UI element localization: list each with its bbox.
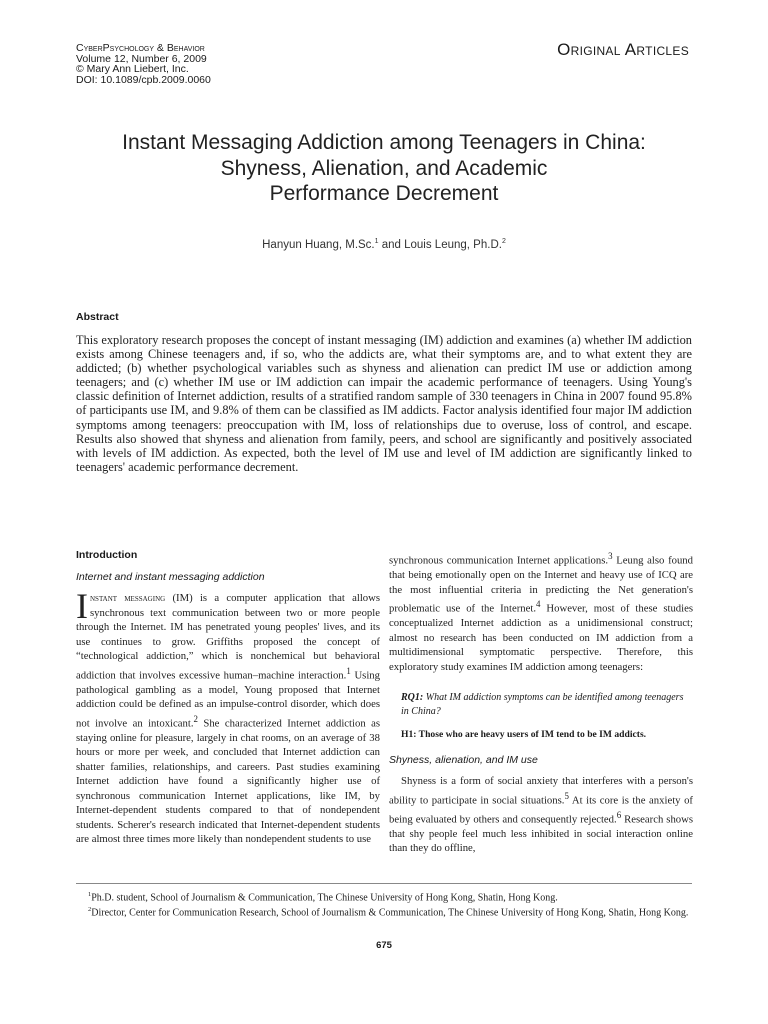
journal-volume: Volume 12, Number 6, 2009 [76, 52, 207, 65]
journal-publisher: © Mary Ann Liebert, Inc. [76, 63, 189, 76]
title-line-3: Performance Decrement [269, 182, 499, 205]
right-column [389, 549, 693, 856]
page-number: 675 [376, 940, 392, 951]
subsection-heading-shyness-alienation: Shyness, alienation, and IM use [389, 754, 538, 767]
footnotes [76, 889, 692, 919]
title-line-1: Instant Messaging Addiction among Teenagers in China: [122, 131, 646, 154]
left-column [76, 549, 380, 847]
abstract-body: This exploratory research proposes the concept of instant messaging (IM) addiction and examines (a) whether IM addiction exists among Chinese teenagers and, if so, who the addicts are, what their symptoms are, and to what extent they are addicted; (b) whether psychological variables such as shyness and alienation can predict IM use or addiction among teenagers; and (c) whether IM use or IM addiction can impair the academic performance of teenagers. Using Young's classic definition of Internet addiction, results of a stratified random sample of 330 teenagers in China in 2007 found 95.8% of participants use IM, and 9.8% of them can be classified as IM addicts. Factor analysis identified four major IM addiction symptoms among teenagers: preoccupation with IM, loss of relationships due to overuse, loss of control, and escape. Results also showed that shyness and alienation from family, peers, and school are significantly and positively associated with levels of IM addiction. As expected, both the level of IM use and level of IM addiction are significantly linked to teenagers' academic performance decrement. [76, 333, 692, 474]
journal-name: CyberPsychology & Behavior [76, 42, 205, 54]
shyness-paragraph: Shyness is a form of social anxiety that interferes with a person's ability to participate in social situations.$^5$ At its core is the anxiety of being evaluated by others and consequently rejected.$^6$ Research shows that shy people feel much less inhibited in social interaction online than they do offline, [389, 775, 694, 855]
section-label: Original Articles [557, 40, 689, 59]
journal-doi: DOI: 10.1089/cpb.2009.0060 [76, 73, 211, 86]
footnote-2: $^2$Director, Center for Communication Research, School of Journalism & Communication, The Chinese University of Hong Kong, Shatin, Hong Kong. [88, 905, 689, 919]
title-line-2: Shyness, Alienation, and Academic [220, 156, 548, 180]
hypothesis-1: H1: Those who are heavy users of IM tend to be IM addicts. [401, 729, 647, 741]
section-heading-introduction: Introduction [76, 549, 138, 561]
abstract-heading: Abstract [76, 311, 119, 323]
author-line: Hanyun Huang, M.Sc.$^1$ and Louis Leung, Ph.D.$^2$ [262, 238, 506, 251]
journal-meta [76, 43, 211, 85]
footnote-1: $^1$Ph.D. student, School of Journalism & Communication, The Chinese University of Hong Kong, Shatin, Hong Kong. [88, 891, 558, 904]
research-question-1: RQ1: What IM addiction symptoms can be identified among teenagers in China? [401, 692, 684, 718]
drop-cap: I [76, 586, 88, 626]
intro-paragraph: Instant messaging (IM) is a computer application that allows synchronous text communication between two or more people through the Internet. IM has penetrated young peoples' lives, and its use continues to grow. Griffiths proposed the concept of “technological addiction,” which is nonchemical but behavioral addiction that involves excessive human–machine interaction.$^1$ Using pathological gambling as a model, Young proposed that Internet addiction could be defined as an impulse-control disorder, which does not involve an intoxicant.$^2$ She characterized Internet addiction as staying online for pleasure, largely in chat rooms, on an average of 38 hours or more per week, and concluded that Internet addiction can shatter families, relationships, and careers. Past studies examining Internet addiction have found a significantly higher use of synchronous communication Internet applications, like IM, by Internet-dependent students compared to that of nondependent students. Scherer's research indicated that Internet-dependent students are almost three times more likely than nondependent students to use [76, 586, 381, 846]
continued-paragraph: synchronous communication Internet applications.$^3$ Leung also found that being emotionally open on the Internet and heavy use of ICQ are the most influential criteria in predicting the Net generation's problematic use of the Internet.$^4$ However, most of these studies conceptualized Internet addiction as a unidimensional construct; almost no research has been conducted on IM addiction from a multidimensional symptomatic perspective. Therefore, this exploratory study examines IM addiction among teenagers: [389, 551, 694, 673]
footnote-divider [76, 883, 692, 884]
subsection-heading-internet-im-addiction: Internet and instant messaging addiction [76, 571, 265, 583]
article-title [60, 130, 708, 207]
